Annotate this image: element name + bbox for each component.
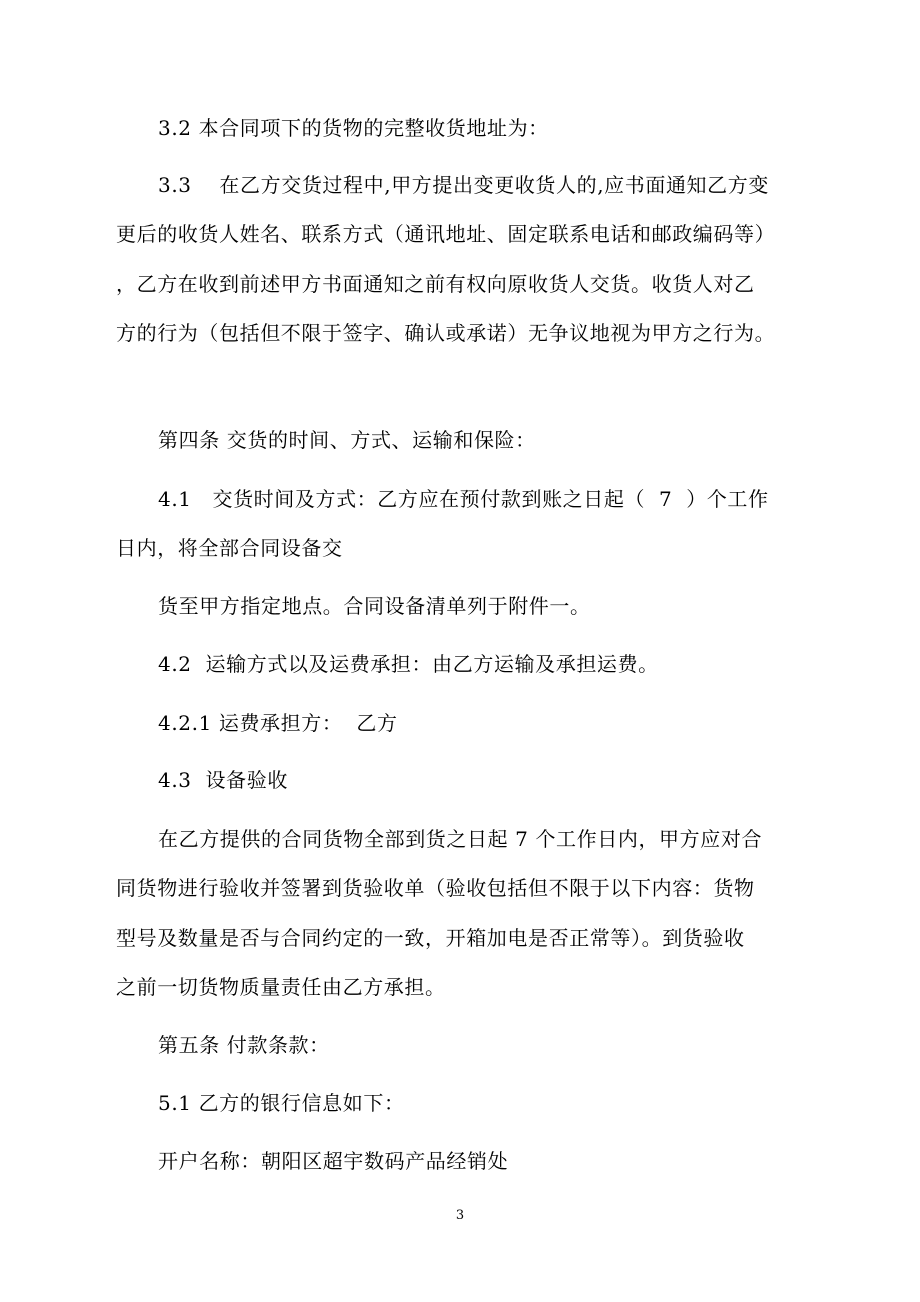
clause-4-1-line-1: 4.1 交货时间及方式：乙方应在预付款到账之日起（ 7 ）个工作 xyxy=(158,487,769,511)
clause-3-3-line-2: 更后的收货人姓名、联系方式（通讯地址、固定联系电话和邮政编码等） xyxy=(116,222,776,246)
clause-3-3-line-1: 3.3 在乙方交货过程中,甲方提出变更收货人的,应书面通知乙方变 xyxy=(158,173,769,197)
clause-4-2-1: 4.2.1 运费承担方： 乙方 xyxy=(158,711,398,735)
clause-3-2: 3.2 本合同项下的货物的完整收货地址为： xyxy=(158,116,549,140)
clause-5-1: 5.1 乙方的银行信息如下： xyxy=(158,1091,405,1115)
clause-3-3-line-3: ，乙方在收到前述甲方书面通知之前有权向原收货人交货。收货人对乙 xyxy=(116,272,755,296)
acceptance-paragraph-line-3: 型号及数量是否与合同约定的一致，开箱加电是否正常等）。到货验收 xyxy=(116,926,745,950)
article-5-heading: 第五条 付款条款： xyxy=(158,1033,330,1057)
clause-4-2: 4.2 运输方式以及运费承担：由乙方运输及承担运费。 xyxy=(158,652,659,676)
account-name: 开户名称：朝阳区超宇数码产品经销处 xyxy=(158,1149,509,1173)
clause-4-1-line-2: 日内，将全部合同设备交 xyxy=(116,536,343,560)
acceptance-paragraph-line-4: 之前一切货物质量责任由乙方承担。 xyxy=(116,975,446,999)
clause-4-1-line-3: 货至甲方指定地点。合同设备清单列于附件一。 xyxy=(158,594,591,618)
acceptance-paragraph-line-2: 同货物进行验收并签署到货验收单（验收包括但不限于以下内容：货物 xyxy=(116,876,755,900)
article-4-heading: 第四条 交货的时间、方式、运输和保险： xyxy=(158,428,536,452)
acceptance-paragraph-line-1: 在乙方提供的合同货物全部到货之日起 7 个工作日内，甲方应对合 xyxy=(158,827,763,851)
clause-3-3-line-4: 方的行为（包括但不限于签字、确认或承诺）无争议地视为甲方之行为。 xyxy=(116,321,776,345)
page-number: 3 xyxy=(455,1208,465,1223)
clause-4-3: 4.3 设备验收 xyxy=(158,768,288,792)
